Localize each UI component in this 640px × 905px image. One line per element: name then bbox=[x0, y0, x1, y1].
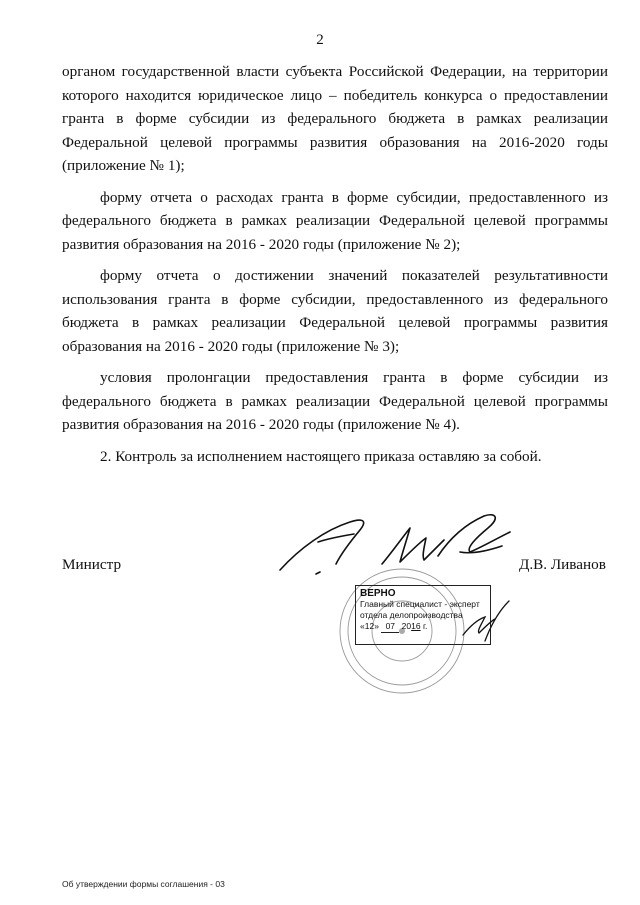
stamp-position: Главный специалист - эксперт bbox=[360, 599, 480, 609]
stamp-signature bbox=[455, 595, 515, 650]
signatory-name: Д.В. Ливанов bbox=[519, 556, 606, 573]
signatory-title: Министр bbox=[62, 556, 122, 573]
document-body bbox=[62, 60, 608, 468]
stamp-date-year-prefix: 20 bbox=[401, 621, 412, 631]
stamp-department: отдела делопроизводства bbox=[360, 610, 463, 620]
stamp-date-day: 12 bbox=[364, 621, 375, 631]
paragraph-5: 2. Контроль за исполнением настоящего приказа оставляю за собой. bbox=[100, 447, 542, 465]
stamp-date: «12» 07 2016 г. bbox=[360, 621, 428, 631]
page-number: 2 bbox=[316, 32, 324, 48]
paragraph-4: условия пролонгации предоставления гранта в форме субсидии из федерального бюджета в рамках реализации Федеральной целевой программы развития образования на 2016 - 2020 годы (приложение № 4). bbox=[62, 369, 608, 433]
document-footer: Об утверждении формы соглашения - 03 bbox=[62, 879, 225, 889]
paragraph-1: органом государственной власти субъекта Российской Федерации, на территории которого находится юридическое лицо – победитель конкурса о предоставлении гранта в форме субсидии из федерального бюджета в рамках реализации Федеральной целевой программы развития образования на 2016-2020 годы (приложение № 1); bbox=[62, 63, 608, 174]
paragraph-3: форму отчета о достижении значений показателей результативности использования гранта в форме субсидии, предоставленного из федерального бюджета в рамках реализации Федеральной целевой программы развития образования на 2016 - 2020 годы (приложение № 3); bbox=[62, 267, 608, 355]
stamp-verno: ВЕРНО bbox=[360, 588, 396, 599]
stamp-date-month: 07 bbox=[381, 621, 399, 633]
paragraph-2: форму отчета о расходах гранта в форме субсидии, предоставленного из федерального бюджета в рамках реализации Федеральной целевой программы развития образования на 2016 - 2020 годы (приложение № 2); bbox=[62, 188, 608, 253]
stamp-date-year-suffix: 16 bbox=[411, 621, 421, 631]
stamp-date-suffix: г. bbox=[422, 621, 428, 631]
